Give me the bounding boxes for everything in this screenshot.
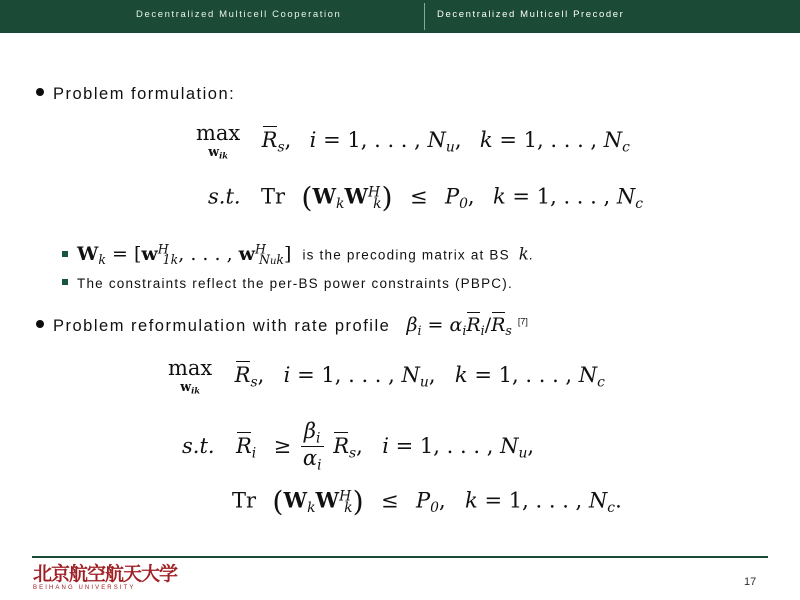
slide-body [0,33,800,553]
sub-bullet-precoding-matrix-text: $W_k = [w^H_{1k}$, . . . , $w^H_{Nuk}$] is the precoding matrix at BS k. [77,241,534,267]
equation-2-constraint-2: Tr $(W_kW^H_k) \le P_0$, k = 1, . . . , $N_c$. [232,485,622,518]
header-subsection-title: Decentralized Multicell Precoder [437,9,625,20]
equation-1-objective: max $w_{ik}$ $R_s$, i = 1, . . . , $N_u$, k = 1, . . . , $N_c$ [196,121,630,161]
footer-divider [32,556,768,558]
equation-2-constraint-1: s.t. $R_i$ ≥ $\frac{\beta_i}{\alpha_i}$ $R_s$, i = 1, . . . , $N_u$, [182,419,535,474]
header-divider [424,3,425,30]
bullet-problem-reformulation [36,314,528,338]
bullet-problem-formulation-label: Problem formulation: [53,85,236,103]
logo-chinese-name: 北京航空航天大学 [33,563,178,585]
slide-header [0,0,800,33]
header-section-title: Decentralized Multicell Cooperation [136,9,342,20]
equation-2-objective: max $w_{ik}$ $R_s$, i = 1, . . . , $N_u$, k = 1, . . . , $N_c$ [168,356,605,396]
fraction-beta-over-alpha: $\frac{\beta_i}{\alpha_i}$ [302,419,322,474]
bullet-problem-reformulation-label: Problem reformulation with rate profile $\beta_i = \alpha_i$ $R_i/$ $R_s$ [7] [53,314,528,338]
sub-bullet-power-constraints-text: The constraints reflect the per-BS power constraints (PBPC). [77,276,513,291]
bullet-square-icon [62,251,68,257]
precoding-matrix-definition: $W_k = [w^H_{1k}$, . . . , $w^H_{Nuk}$] [77,241,292,267]
logo-english-name: BEIHANG UNIVERSITY [33,585,136,591]
rate-profile-definition: $\beta_i = \alpha_i$ $R_i/$ $R_s$ [406,314,512,338]
bullet-dot-icon [36,320,44,328]
bs-index-symbol: k [518,244,529,264]
university-logo [33,564,181,594]
bullet-problem-formulation [36,85,235,104]
sub-bullet-precoding-matrix [62,241,534,267]
reference-marker: [7] [517,316,528,327]
bullet-dot-icon [36,88,44,96]
bullet-square-icon [62,279,68,285]
sub-bullet-power-constraints [62,276,513,291]
page-number: 17 [744,576,757,588]
equation-1-constraint: s.t. Tr $(W_kW^H_k) \le P_0$, k = 1, . . . , $N_c$ [208,181,644,214]
